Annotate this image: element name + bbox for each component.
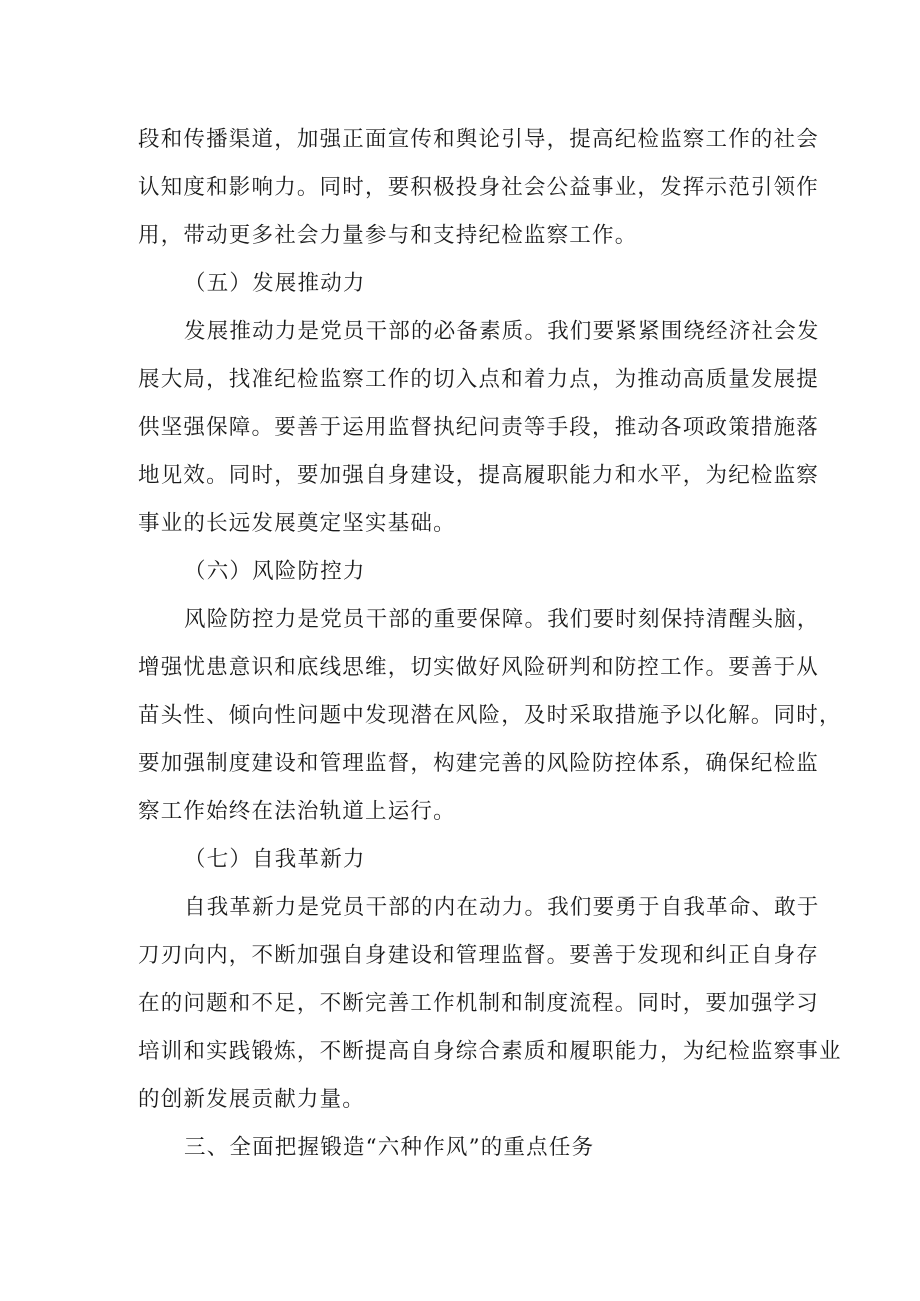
paragraph-line: 认知度和影响力。同时，要积极投身社会公益事业，发挥示范引领作: [138, 175, 820, 200]
paragraph-line: 展大局，找准纪检监察工作的切入点和着力点，为推动高质量发展提: [138, 367, 820, 392]
paragraph-line: 段和传播渠道，加强正面宣传和舆论引导，提高纪检监察工作的社会: [138, 127, 820, 152]
paragraph-line: 苗头性、倾向性问题中发现潜在风险，及时采取措施予以化解。同时，: [138, 703, 842, 728]
paragraph-line: 在的问题和不足，不断完善工作机制和制度流程。同时，要加强学习: [138, 991, 820, 1016]
paragraph-line: 事业的长远发展奠定坚实基础。: [138, 511, 456, 536]
section-heading-three: 三、全面把握锻造“六种作风”的重点任务: [184, 1135, 595, 1160]
paragraph-line: 用，带动更多社会力量参与和支持纪检监察工作。: [138, 223, 638, 248]
paragraph-line: 察工作始终在法治轨道上运行。: [138, 799, 456, 824]
paragraph-line: 供坚强保障。要善于运用监督执纪问责等手段，推动各项政策措施落: [138, 415, 820, 440]
paragraph-line: 刀刃向内，不断加强自身建设和管理监督。要善于发现和纠正自身存: [138, 943, 820, 968]
section-heading-five: （五）发展推动力: [184, 271, 366, 296]
paragraph-line: 地见效。同时，要加强自身建设，提高履职能力和水平，为纪检监察: [138, 463, 820, 488]
paragraph-line: 要加强制度建设和管理监督，构建完善的风险防控体系，确保纪检监: [138, 751, 820, 776]
paragraph-line: 发展推动力是党员干部的必备素质。我们要紧紧围绕经济社会发: [184, 319, 820, 344]
paragraph-line: 自我革新力是党员干部的内在动力。我们要勇于自我革命、敢于: [184, 895, 820, 920]
paragraph-line: 的创新发展贡献力量。: [138, 1087, 366, 1112]
section-heading-seven: （七）自我革新力: [184, 847, 366, 872]
section-heading-six: （六）风险防控力: [184, 559, 366, 584]
paragraph-line: 风险防控力是党员干部的重要保障。我们要时刻保持清醒头脑，: [184, 607, 820, 632]
paragraph-line: 培训和实践锻炼，不断提高自身综合素质和履职能力，为纪检监察事业: [138, 1039, 842, 1064]
paragraph-line: 增强忧患意识和底线思维，切实做好风险研判和防控工作。要善于从: [138, 655, 820, 680]
